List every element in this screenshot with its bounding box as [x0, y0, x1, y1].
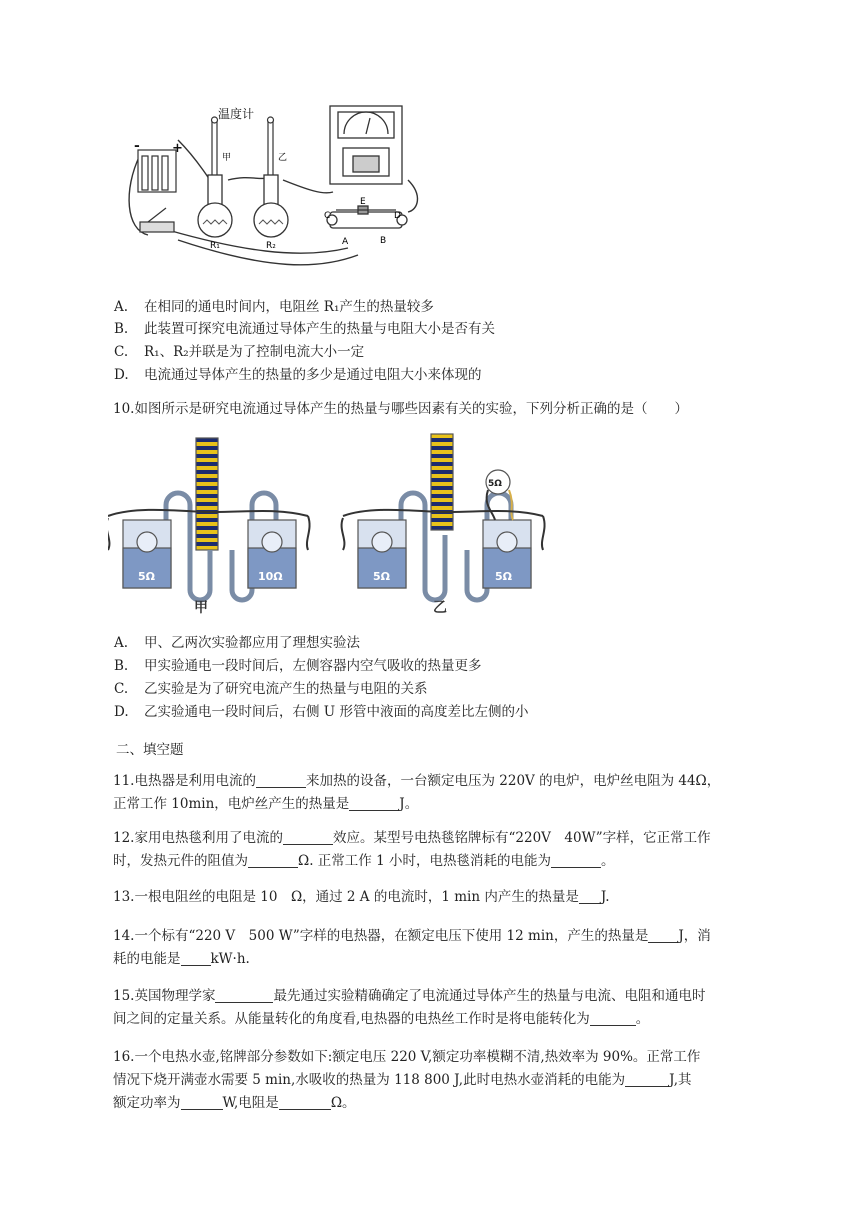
q9-option-c: C. R₁、R₂并联是为了控制电流大小一定 [114, 344, 365, 360]
q16-blank-2[interactable] [181, 1095, 223, 1110]
thermometer-label: 温度计 [218, 107, 255, 121]
q12: 12.家用电热毯利用了电流的 效应。某型号电热毯铭牌标有“220V 40W”字样，它正常工作 时，发热元件的阻值为 Ω. 正常工作 1 小时，电热毯消耗的电能为 。 [113, 830, 711, 869]
yi-left-resistance: 5Ω [373, 570, 391, 583]
q16-blank-1[interactable] [625, 1072, 669, 1087]
rheostat-label-b: B [380, 236, 387, 246]
battery-icon [138, 150, 176, 192]
q9-option-b: B. 此装置可探究电流通过导体产生的热量与电阻大小是否有关 [114, 321, 495, 337]
q12-blank-3[interactable] [551, 853, 601, 868]
q9-option-d: D. 电流通过导体产生的热量的多少是通过电阻大小来体现的 [114, 367, 482, 383]
switch-icon [140, 208, 174, 232]
jia-caption: 甲 [194, 600, 208, 616]
yi-right-resistance: 5Ω [495, 570, 513, 583]
q12-blank-2[interactable] [248, 853, 298, 868]
section-title: 二、填空题 [116, 742, 184, 758]
battery-plus-label: + [172, 141, 183, 156]
q14: 14.一个标有“220 V 500 W”字样的电热器，在额定电压下使用 12 min，产生的热量是 J，消 耗的电能是 kW·h. [113, 928, 711, 967]
q13: 13.一根电阻丝的电阻是 10 Ω，通过 2 A 的电流时，1 min 内产生的热量是 J. [113, 889, 610, 905]
q12-blank-1[interactable] [283, 830, 333, 845]
q10-stem: 10.如图所示是研究电流通过导体产生的热量与哪些因素有关的实验，下列分析正确的是（ ） [113, 401, 688, 417]
q16: 16.一个电热水壶,铭牌部分参数如下:额定电压 220 V,额定功率模糊不清,热效率为 90%。正常工作 情况下烧开满壶水需要 5 min,水吸收的热量为 118 800 J,此时电热水壶消耗的电能为 J,其 额定功率为 W,电阻是 Ω。 [113, 1049, 701, 1111]
q13-blank-1[interactable] [579, 889, 601, 904]
rheostat-label-a: A [342, 237, 349, 247]
rheostat-label-d: D [394, 211, 401, 221]
q11-blank-1[interactable] [256, 773, 306, 788]
q11-blank-2[interactable] [349, 796, 399, 811]
q11: 11.电热器是利用电流的 来加热的设备，一台额定电压为 220V 的电炉，电炉丝电阻为 44Ω， 正常工作 10min，电炉丝产生的热量是 J。 [113, 773, 721, 812]
flask-a-label: 甲 [222, 153, 232, 163]
yi-caption: 乙 [433, 600, 447, 616]
q10-option-d: D. 乙实验通电一段时间后，右侧 U 形管中液面的高度差比左侧的小 [114, 704, 529, 720]
yi-apparatus [342, 434, 545, 600]
q10-option-a: A. 甲、乙两次实验都应用了理想实验法 [114, 635, 360, 651]
r2-label: R₂ [266, 241, 276, 251]
jia-left-resistance: 5Ω [138, 570, 156, 583]
yi-extra-resistance: 5Ω [488, 479, 502, 489]
q15: 15.英国物理学家 最先通过实验精确确定了电流通过导体产生的热量与电流、电阻和通电时 间之间的定量关系。从能量转化的角度看,电热器的电热丝工作时是将电能转化为 。 [113, 988, 706, 1027]
q9-option-a: A. 在相同的通电时间内，电阻丝 R₁产生的热量较多 [114, 299, 434, 315]
q14-blank-1[interactable] [648, 928, 678, 943]
jia-right-resistance: 10Ω [258, 570, 283, 583]
rheostat-label-c: C [324, 211, 331, 221]
q10-option-b: B. 甲实验通电一段时间后，左侧容器内空气吸收的热量更多 [114, 658, 482, 674]
rheostat-label-e: E [360, 197, 366, 207]
q15-blank-1[interactable] [215, 988, 273, 1003]
battery-minus-label: - [134, 138, 140, 154]
flask-b-label: 乙 [278, 153, 288, 163]
q9-circuit-figure [118, 100, 438, 270]
flask-icon [198, 175, 288, 237]
q10-option-c: C. 乙实验是为了研究电流产生的热量与电阻的关系 [114, 681, 428, 697]
q14-blank-2[interactable] [181, 951, 211, 966]
q15-blank-2[interactable] [590, 1011, 636, 1026]
ammeter-icon [330, 106, 402, 184]
q16-blank-3[interactable] [279, 1095, 331, 1110]
q10-experiment-figure [108, 430, 558, 620]
r1-label: R₁ [210, 241, 220, 251]
